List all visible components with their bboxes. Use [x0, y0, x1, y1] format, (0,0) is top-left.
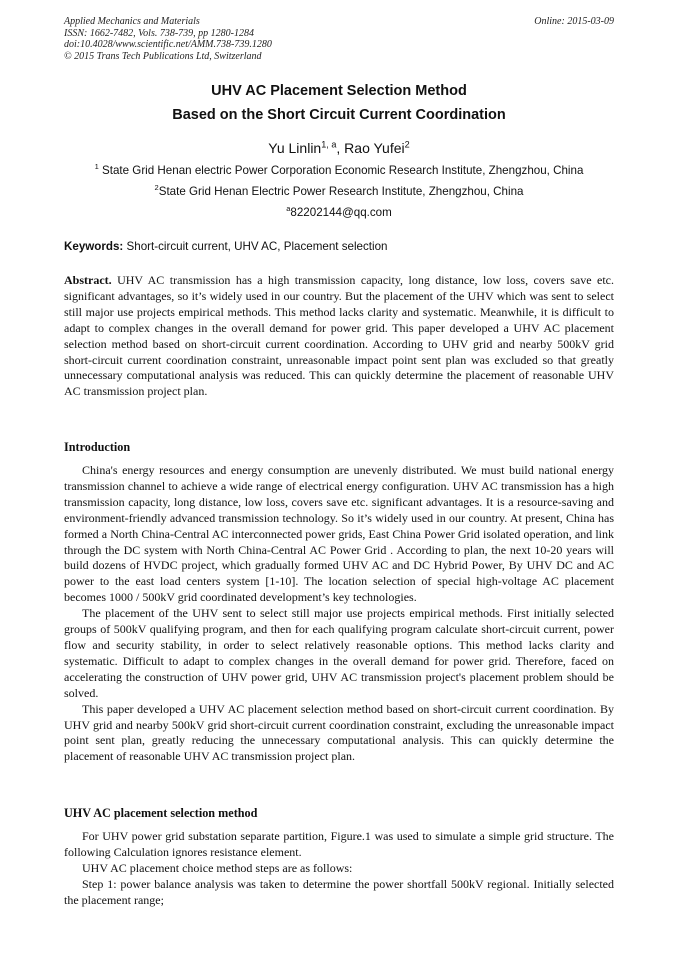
affiliation-2-text: State Grid Henan Electric Power Research Institute, Zhengzhou, China [158, 185, 524, 198]
abstract-label: Abstract. [64, 273, 112, 287]
introduction-body [64, 463, 614, 765]
method-paragraph-3: Step 1: power balance analysis was taken to determine the power shortfall 500kV regional. Initially selected the placement range; [64, 876, 614, 907]
journal-name: Applied Mechanics and Materials [64, 16, 200, 27]
author-1: Yu Linlin [268, 140, 322, 156]
author-separator: , [336, 140, 345, 156]
method-body [64, 829, 614, 909]
author-email [0, 206, 678, 219]
introduction-heading: Introduction [64, 440, 131, 454]
author-2-sup: 2 [404, 139, 410, 150]
author-2: Rao Yufei [344, 140, 405, 156]
email-mark: a [286, 204, 291, 214]
copyright-line: © 2015 Trans Tech Publications Ltd, Switzerland [64, 50, 262, 62]
journal-header [64, 16, 614, 62]
method-paragraph-2: UHV AC placement choice method steps are as follows: [82, 860, 353, 875]
method-heading: UHV AC placement selection method [64, 806, 258, 820]
online-date: Online: 2015-03-09 [534, 16, 614, 27]
keywords-text: Short-circuit current, UHV AC, Placement selection [126, 240, 388, 253]
author-list [0, 140, 678, 156]
affiliation-1-mark: 1 [94, 162, 99, 172]
paper-title-line-1: UHV AC Placement Selection Method [211, 83, 467, 99]
email-text: 82202144@qq.com [290, 206, 392, 219]
intro-paragraph-2: The placement of the UHV sent to select still major use projects empirical methods. First initially selected groups of 500kV qualifying program, and then for each qualifying program calculate short-circuit current, power flow and security stability, in order to select relatively reasonable options. This method lacks clarity and systematic. Difficult to adapt to complex changes in the overall demand for power grid. Therefore, faced on accelerating the construction of UHV power grid, UHV AC transmission project's placement problem should be solved. [64, 606, 614, 700]
method-paragraph-1: For UHV power grid substation separate partition, Figure.1 was used to simulate a simple grid structure. The following Calculation ignores resistance element. [64, 829, 614, 859]
keywords-label: Keywords: [64, 240, 124, 253]
paper-title-line-2: Based on the Short Circuit Current Coordination [172, 107, 506, 123]
keywords-line [64, 240, 614, 253]
issn-line: ISSN: 1662-7482, Vols. 738-739, pp 1280-1284 [64, 27, 254, 39]
intro-paragraph-1: China's energy resources and energy consumption are unevenly distributed. We must build national energy transmission channel to achieve a wide range of electrical energy configuration. UHV AC transmission has a high transmission capacity, long distance, low loss, covers save etc. significant advantages. It is a resource-saving and environment-friendly advanced transmission technology. So it’s widely used in our country. At present, China has formed a North China-Central AC interconnected power grids, East China Power Grid isolated operation, and link through the DC system with North China-Central AC Power Grid . According to plan, the next 10-20 years will build dozens of HVDC project, which gradually formed UHV AC and DC Hybrid Power, By UHV DC and AC power to the east load centers system [1-10]. The location selection of special high-voltage AC placement becomes 1000 / 500kV grid coordinated development’s key technologies. [64, 463, 614, 605]
abstract-text: UHV AC transmission has a high transmission capacity, long distance, low loss, covers save etc. significant advantages, so it’s widely used in our country. But the placement of the UHV which was sent to select still major use projects empirical methods. This method lacks clarity and systematic. Meanwhile, it is difficult to adapt to complex changes in the overall demand for power grid. This paper developed a UHV AC placement selection method based on short-circuit current coordination. According to UHV grid and nearby 500kV grid short-circuit current coordination constraint, unreasonable impact point sent plan was excluded so that greatly unnecessary computational analysis was reduced. This can quickly determine the placement of reasonable UHV AC transmission project plan. [64, 273, 614, 399]
abstract [64, 273, 614, 400]
affiliation-1 [0, 164, 678, 177]
affiliation-2 [0, 185, 678, 198]
author-1-sup: 1, a [321, 139, 337, 150]
intro-paragraph-3: This paper developed a UHV AC placement selection method based on short-circuit current coordination. By UHV grid and nearby 500kV grid short-circuit current coordination constraint, excluding the unreasonable impact point sent plan, greatly reducing the unnecessary computational analysis. This can quickly determine the placement of reasonable UHV AC transmission project plan. [64, 701, 614, 764]
affiliation-2-mark: 2 [154, 183, 159, 193]
affiliation-1-text: State Grid Henan electric Power Corporation Economic Research Institute, Zhengzhou, China [102, 164, 584, 177]
doi-line: doi:10.4028/www.scientific.net/AMM.738-739.1280 [64, 39, 272, 50]
